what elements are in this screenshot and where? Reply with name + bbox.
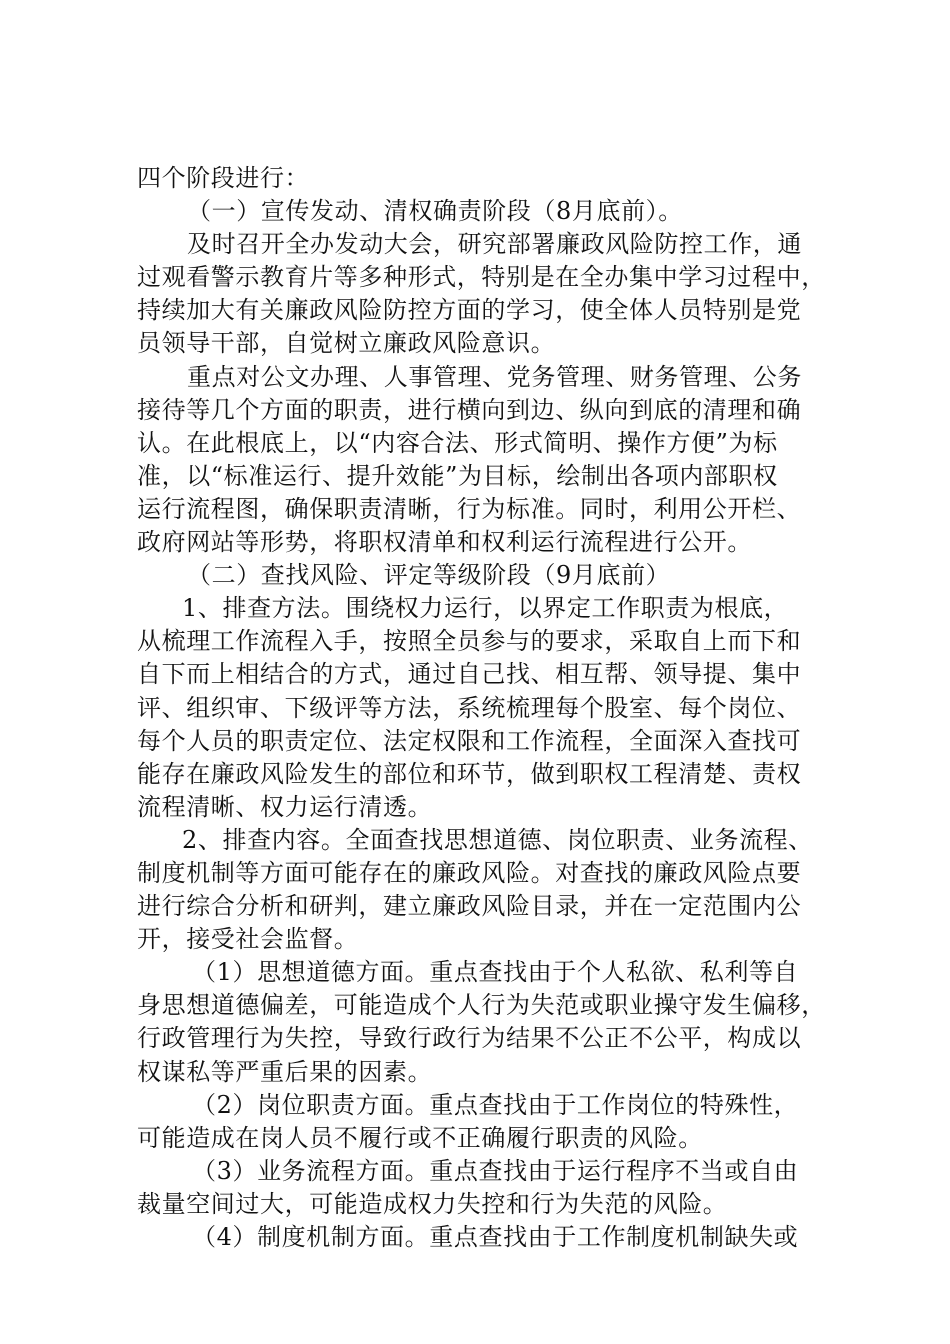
text-line: 裁量空间过大，可能造成权力失控和行为失范的风险。 xyxy=(137,1189,728,1218)
text-line: 流程清晰、权力运行清透。 xyxy=(137,792,433,821)
text-line: 制度机制等方面可能存在的廉政风险。对查找的廉政风险点要 xyxy=(137,858,802,887)
text-line: 四个阶段进行： xyxy=(137,164,310,192)
section-heading: （二）查找风险、评定等级阶段（9月底前） xyxy=(187,561,671,590)
text-line: 身思想道德偏差，可能造成个人行为失范或职业操守发生偏移， xyxy=(137,991,826,1020)
text-line: 重点对公文办理、人事管理、党务管理、财务管理、公务 xyxy=(187,362,802,391)
text-line: 2、排查内容。全面查找思想道德、岗位职责、业务流程、 xyxy=(182,825,813,854)
text-line: 接待等几个方面的职责，进行横向到边、纵向到底的清理和确 xyxy=(137,395,802,424)
text-line: 开，接受社会监督。 xyxy=(137,925,359,954)
text-line: 过观看警示教育片等多种形式，特别是在全办集中学习过程中， xyxy=(137,263,826,292)
text-line: 1、排查方法。围绕权力运行，以界定工作职责为根底， xyxy=(182,594,789,623)
text-line: 权谋私等严重后果的因素。 xyxy=(137,1057,433,1086)
text-line: 可能造成在岗人员不履行或不正确履行职责的风险。 xyxy=(137,1123,703,1152)
text-line: 能存在廉政风险发生的部位和环节，做到职权工程清楚、责权 xyxy=(137,759,802,788)
text-line: 员领导干部，自觉树立廉政风险意识。 xyxy=(137,329,556,358)
section-heading: （一）宣传发动、清权确责阶段（8月底前）。 xyxy=(187,197,683,226)
text-line: （4）制度机制方面。重点查找由于工作制度机制缺失或 xyxy=(192,1223,799,1251)
text-line: 评、组织审、下级评等方法，系统梳理每个股室、每个岗位、 xyxy=(137,693,802,722)
text-line: 行政管理行为失控，导致行政行为结果不公正不公平，构成以 xyxy=(137,1024,802,1053)
text-line: 运行流程图，确保职责清晰，行为标准。同时，利用公开栏、 xyxy=(137,494,802,523)
text-line: （3）业务流程方面。重点查找由于运行程序不当或自由 xyxy=(192,1156,799,1185)
text-line: 自下而上相结合的方式，通过自己找、相互帮、领导提、集中 xyxy=(137,660,802,689)
text-line: 每个人员的职责定位、法定权限和工作流程，全面深入查找可 xyxy=(137,726,802,755)
text-line: 及时召开全办发动大会，研究部署廉政风险防控工作，通 xyxy=(187,230,802,259)
text-line: （2）岗位职责方面。重点查找由于工作岗位的特殊性， xyxy=(192,1090,799,1119)
text-line: 进行综合分析和研判，建立廉政风险目录，并在一定范围内公 xyxy=(137,892,802,921)
text-line: 持续加大有关廉政风险防控方面的学习，使全体人员特别是党 xyxy=(137,296,802,325)
text-line: 政府网站等形势，将职权清单和权利运行流程进行公开。 xyxy=(137,528,752,557)
text-line: 从梳理工作流程入手，按照全员参与的要求，采取自上而下和 xyxy=(137,627,802,656)
text-line: （1）思想道德方面。重点查找由于个人私欲、私利等自 xyxy=(192,958,799,987)
text-line: 认。在此根底上，以“内容合法、形式简明、操作方便”为标 xyxy=(137,428,778,457)
document-body xyxy=(137,162,837,1254)
text-line: 准，以“标准运行、提升效能”为目标，绘制出各项内部职权 xyxy=(137,461,778,490)
